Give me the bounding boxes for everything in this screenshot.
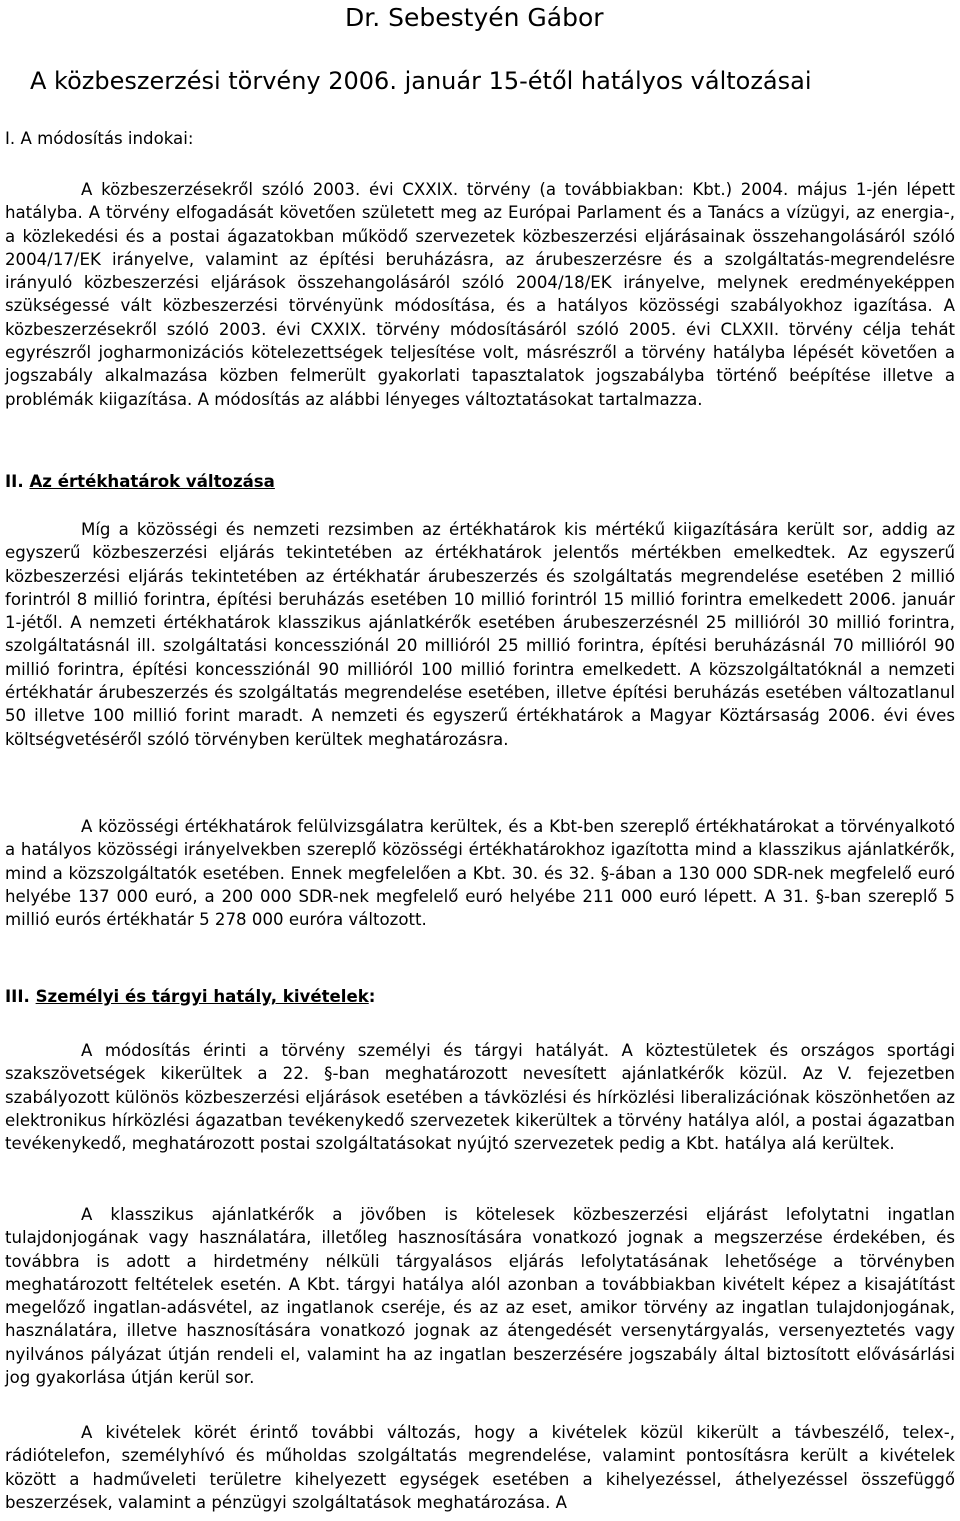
section-3-title: Személyi és tárgyi hatály, kivételek: [35, 987, 369, 1006]
section-3-number: III.: [5, 987, 30, 1006]
section-3-colon: :: [368, 987, 376, 1006]
section-3-paragraph-3: A kivételek körét érintő további változás, hogy a kivételek közül kikerült a távbeszélő, telex-, rádiótelefon, személyhívó és műholdas szolgáltatás megrendelése, valamint pontosításra került a kivételek között a hadműveleti területre kihelyezett egységek esetében a kihelyezéssel, áthelyezéssel összefüggő beszerzések, valamint a pénzügyi szolgáltatások meghatározása. A: [5, 1423, 955, 1512]
section-2-number: II.: [5, 472, 24, 491]
document-title: A közbeszerzési törvény 2006. január 15-étől hatályos változásai: [30, 67, 812, 95]
section-2-title: Az értékhatárok változása: [29, 472, 275, 491]
author-name: Dr. Sebestyén Gábor: [345, 3, 604, 32]
section-1-paragraph-1: A közbeszerzésekről szóló 2003. évi CXXIX. törvény (a továbbiakban: Kbt.) 2004. május 1-jén lépett hatályba. A törvény elfogadását követően született meg az Európai Parlament és a Tanács a vízügyi, az energia-, a közlekedési és a postai ágazatokban működő szervezetek közbeszerzési eljárásainak összehangolásáról szóló 2004/17/EK irányelve, valamint az építési beruházásra, az árubeszerzésre és a szolgáltatás-megrendelésre irányuló közbeszerzési eljárások összehangolásáról szóló 2004/18/EK irányelve, melynek eredményeképpen szükségessé vált közbeszerzési törvényünk módosítása, és a hatályos közösségi szabályokhoz igazítása. A közbeszerzésekről szóló 2003. évi CXXIX. törvény módosításáról szóló 2005. évi CLXXII. törvény célja tehát egyrészről jogharmonizációs kötelezettségek teljesítése volt, másrészről a törvény hatályba lépését követően a jogszabály alkalmazása közben felmerült gyakorlati tapasztalatok jogszabályba történő beépítése illetve a problémák kiigazítása. A módosítás az alábbi lényeges változtatásokat tartalmazza.: [5, 180, 955, 409]
section-2-heading: [5, 471, 275, 493]
section-2-paragraph-1: Míg a közösségi és nemzeti rezsimben az értékhatárok kis mértékű kiigazítására került sor, addig az egyszerű közbeszerzési eljárás tekintetében az értékhatárok jelentős mértékben emelkedtek. Az egyszerű közbeszerzési eljárás tekintetében az értékhatár árubeszerzés és szolgáltatás megrendelése esetében 2 millió forintról 8 millió forintra, építési beruházás esetében 10 millió forintról 15 millió forintra emelkedett 2006. január 1-jétől. A nemzeti értékhatárok klasszikus ajánlatkérők esetében árubeszerzésnél 25 millióról 30 millió forintra, szolgáltatásnál ill. szolgáltatási koncessziónál 20 millióról 25 millió forintra, építési beruházásnál 70 millióról 90 millió forintra, építési koncessziónál 90 millióról 100 millió forintra emelkedett. A közszolgáltatóknál a nemzeti értékhatár árubeszerzés és szolgáltatás megrendelése esetében, illetve építési beruházás esetében változatlanul 50 illetve 100 millió forint maradt. A nemzeti és egyszerű értékhatárok a Magyar Köztársaság 2006. évi éves költségvetéséről szóló törvényben kerültek meghatározásra.: [5, 520, 955, 749]
section-1-heading: I. A módosítás indokai:: [5, 129, 194, 148]
section-3-paragraph-1: A módosítás érinti a törvény személyi és tárgyi hatályát. A köztestületek és országos sportági szakszövetségek kikerültek a 22. §-ban meghatározott nevesített ajánlatkérők közül. Az V. fejezetben szabályozott különös közbeszerzési eljárások esetében a távközlési és hírközlési liberalizációnak köszönhetően az elektronikus hírközlési ágazatban tevékenykedő szervezetek kikerültek a törvény hatálya alól, a postai ágazatban tevékenykedő, meghatározott postai szolgáltatásokat nyújtó szervezetek pedig a Kbt. hatálya alá kerültek.: [5, 1041, 955, 1154]
section-2-paragraph-2: A közösségi értékhatárok felülvizsgálatra kerültek, és a Kbt-ben szereplő értékhatárokat a törvényalkotó a hatályos közösségi irányelvekben szereplő közösségi értékhatárokhoz igazította mind a klasszikus ajánlatkérők, mind a közszolgáltatók esetében. Ennek megfelelően a Kbt. 30. és 32. §-ában a 130 000 SDR-nek megfelelő euró helyébe 137 000 euró, a 200 000 SDR-nek megfelelő euró helyébe 211 000 euró lépett. A 31. §-ban szereplő 5 millió eurós értékhatár 5 278 000 euróra változott.: [5, 817, 955, 930]
section-3-heading: [5, 986, 375, 1008]
section-3-paragraph-2: A klasszikus ajánlatkérők a jövőben is kötelesek közbeszerzési eljárást lefolytatni ingatlan tulajdonjogának vagy használatára, illetőleg hasznosítására vonatkozó jognak a megszerzése érdekében, és továbbra is adott a hirdetmény nélküli tárgyalásos eljárás lefolytatásának lehetősége a törvényben meghatározott feltételek esetén. A Kbt. tárgyi hatálya alól azonban a továbbiakban kivételt képez a kisajátítást megelőző ingatlan-adásvétel, az ingatlanok cseréje, és az az eset, amikor törvény az ingatlan tulajdonjogának, használatára, illetve hasznosítására vonatkozó jognak az átengedését versenytárgyalás, versenyeztetés vagy nyilvános pályázat útján rendeli el, valamint ha az ingatlan beszerzésére jogszabály által biztosított elővásárlási jog gyakorlása útján kerül sor.: [5, 1205, 955, 1388]
